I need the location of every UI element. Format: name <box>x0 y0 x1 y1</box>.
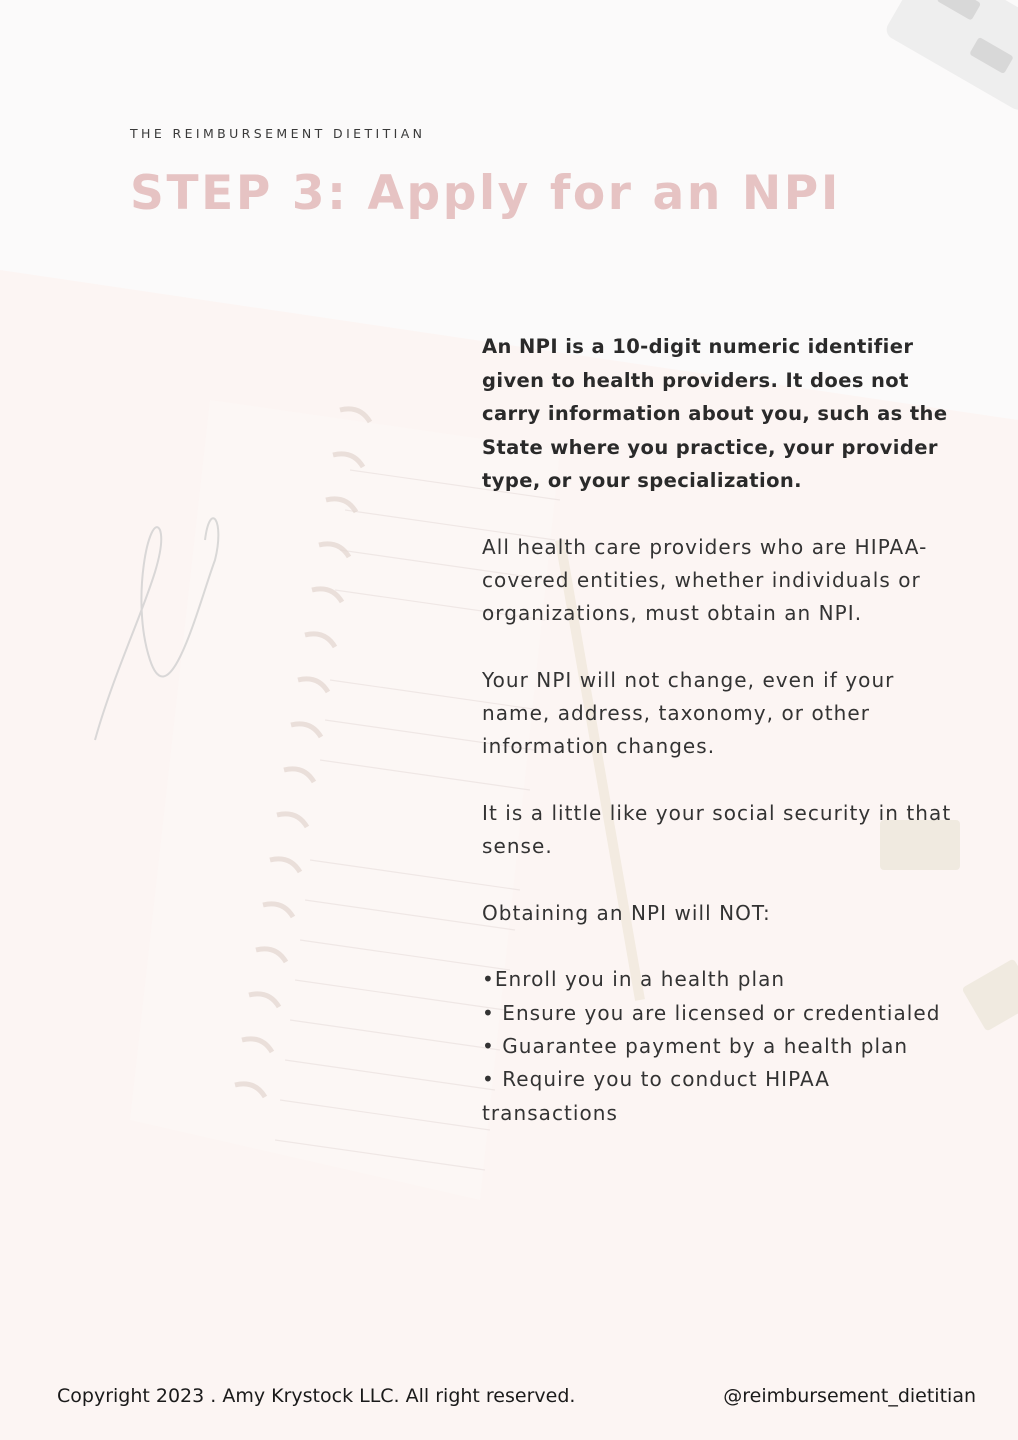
paragraph-hipaa: All health care providers who are HIPAA-covered entities, whether individuals or organizations, must obtain an NPI. <box>482 534 928 626</box>
paragraph-npi-unchanged: Your NPI will not change, even if your name, address, taxonomy, or other information changes. <box>482 667 895 759</box>
list-item: • Guarantee payment by a health plan <box>482 1033 909 1058</box>
page-title: STEP 3: Apply for an NPI <box>130 166 841 221</box>
list-item: • Ensure you are licensed or credentialed <box>482 1000 941 1025</box>
list-item: •Enroll you in a health plan <box>482 967 786 992</box>
copyright-text: Copyright 2023 . Amy Krystock LLC. All right reserved. <box>57 1385 576 1407</box>
paragraph-will-not: Obtaining an NPI will NOT: <box>482 900 771 925</box>
paragraph-social-security: It is a little like your social security in that sense. <box>482 800 952 859</box>
intro-paragraph: An NPI is a 10-digit numeric identifier given to health providers. It does not carry information about you, such as the State where you practice, your provider type, or your specialization. <box>482 335 948 492</box>
brand-label: THE REIMBURSEMENT DIETITIAN <box>130 126 426 141</box>
laptop-corner-decoration <box>883 0 1018 113</box>
list-item: • Require you to conduct HIPAA transactions <box>482 1067 830 1125</box>
social-handle: @reimbursement_dietitian <box>723 1385 976 1407</box>
will-not-list <box>482 963 962 1129</box>
main-content <box>482 330 962 1130</box>
